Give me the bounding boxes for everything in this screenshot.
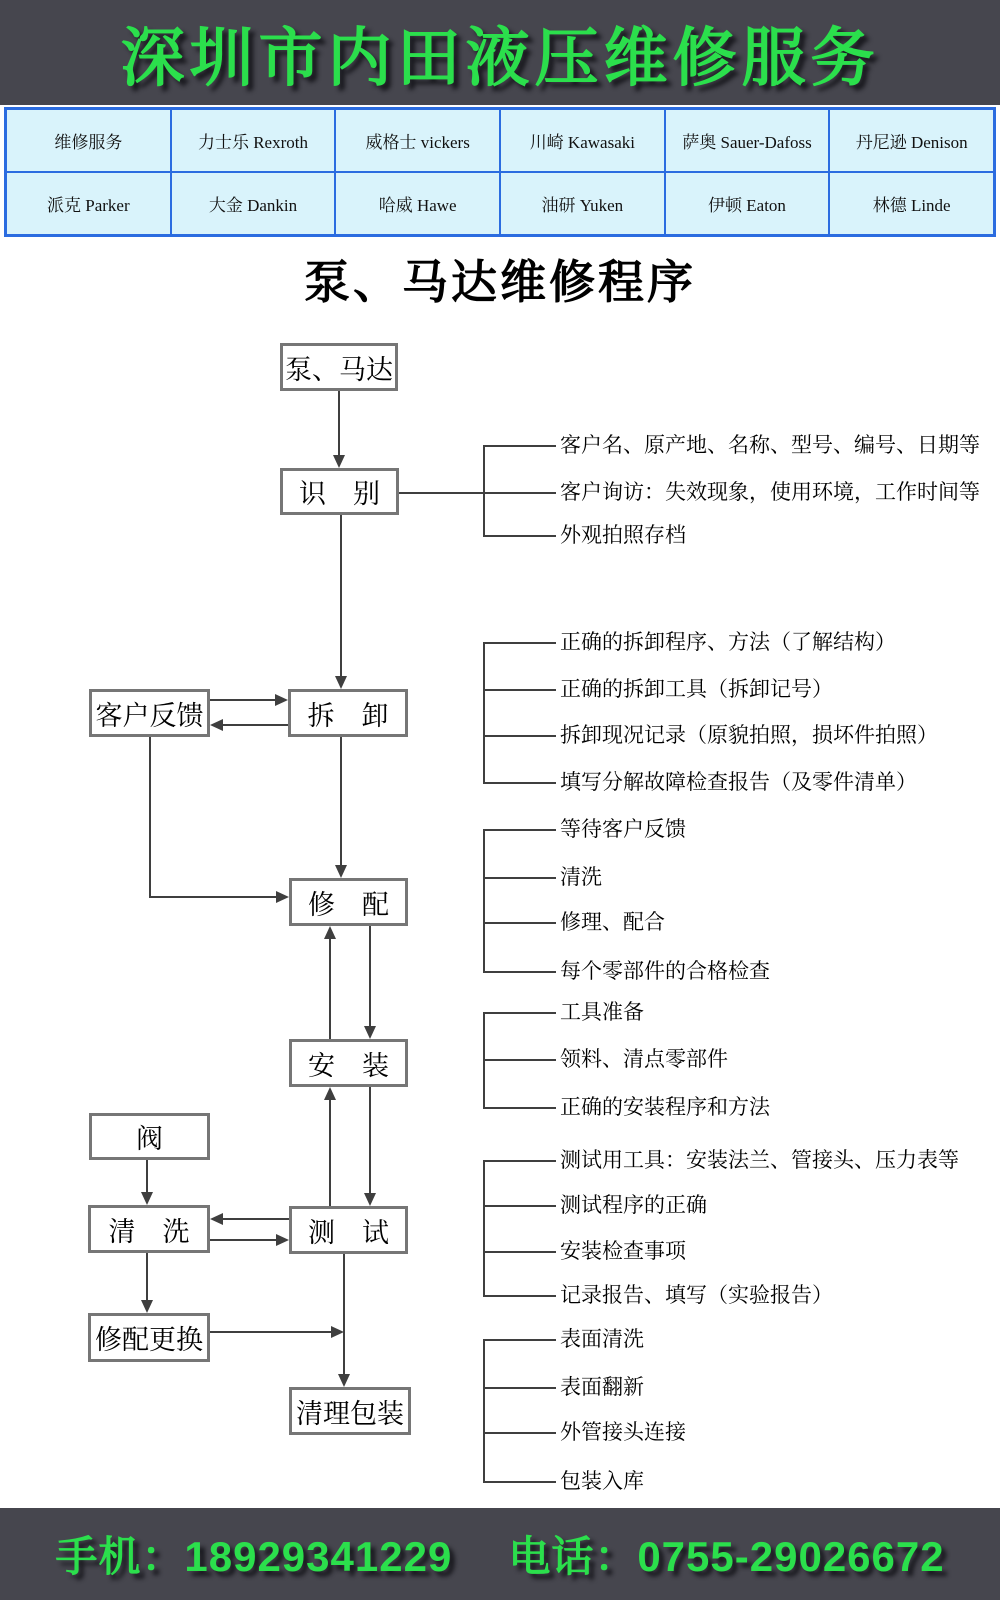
brand-cell: 伊顿 Eaton: [665, 172, 830, 235]
arrowhead-down: [335, 676, 347, 689]
bracket-line: [483, 445, 485, 537]
branch-label: 客户询访：失效现象，使用环境，工作时间等: [560, 481, 980, 504]
branch-label: 客户名、原产地、名称、型号、编号、日期等: [560, 434, 980, 457]
bracket-line: [483, 1339, 485, 1483]
bracket-tick: [484, 1339, 556, 1341]
bracket-tick: [484, 535, 556, 537]
branch-label: 等待客户反馈: [560, 818, 686, 841]
brand-cell: 丹尼逊 Denison: [829, 109, 994, 172]
bracket-tick: [484, 877, 556, 879]
branch-label: 包装入库: [560, 1470, 644, 1493]
bracket-tick: [484, 1205, 556, 1207]
flow-node-clean-pack: 清理包装: [289, 1387, 411, 1435]
arrowhead-up: [324, 1087, 336, 1100]
branch-label: 修理、配合: [560, 911, 665, 934]
connector-line: [222, 724, 288, 726]
branch-label: 表面翻新: [560, 1376, 644, 1399]
arrowhead-down: [335, 865, 347, 878]
brand-cell: 萨奥 Sauer-Dafoss: [665, 109, 830, 172]
flow-node-clean: 清 洗: [88, 1205, 210, 1253]
branch-label: 安装检查事项: [560, 1240, 686, 1263]
branch-label: 每个零部件的合格检查: [560, 960, 770, 983]
phone-number: 电话：0755-29026672: [508, 1533, 945, 1580]
brands-table: [4, 107, 996, 237]
bracket-tick: [484, 1387, 556, 1389]
flow-node-repair-replace: 修配更换: [88, 1313, 210, 1362]
brand-cell: 力士乐 Rexroth: [171, 109, 336, 172]
bracket-tick: [484, 1160, 556, 1162]
diagram-title: 泵、马达维修程序: [304, 256, 696, 308]
flow-node-pump-motor: 泵、马达: [280, 343, 398, 391]
connector-line: [146, 1160, 148, 1193]
connector-line: [210, 1239, 277, 1241]
page-title: 深圳市内田液压维修服务: [120, 21, 880, 94]
bracket-line: [483, 1160, 485, 1297]
connector-line: [369, 1087, 371, 1194]
bracket-tick: [484, 782, 556, 784]
bracket-tick: [484, 689, 556, 691]
bracket-connector: [399, 492, 556, 494]
bracket-tick: [484, 642, 556, 644]
flow-node-test: 测 试: [289, 1206, 408, 1254]
branch-label: 正确的安装程序和方法: [560, 1096, 770, 1119]
connector-line: [329, 938, 331, 1039]
branch-label: 拆卸现况记录（原貌拍照，损坏件拍照）: [560, 724, 938, 747]
flow-node-identify: 识 别: [280, 468, 399, 515]
brand-cell: 林德 Linde: [829, 172, 994, 235]
connector-line: [210, 1331, 332, 1333]
bracket-tick: [484, 735, 556, 737]
branch-label: 工具准备: [560, 1001, 644, 1024]
arrowhead-left: [210, 719, 223, 731]
arrowhead-right: [276, 1234, 289, 1246]
connector-line: [329, 1099, 331, 1206]
brand-cell: 油研 Yuken: [500, 172, 665, 235]
branch-label: 领料、清点零部件: [560, 1048, 728, 1071]
bracket-tick: [484, 1295, 556, 1297]
flow-node-install: 安 装: [289, 1039, 408, 1087]
flow-node-customer-feedback: 客户反馈: [89, 689, 210, 737]
bracket-tick: [484, 445, 556, 447]
flow-node-repair: 修 配: [289, 878, 408, 926]
brand-cell: 川崎 Kawasaki: [500, 109, 665, 172]
bracket-tick: [484, 1059, 556, 1061]
branch-label: 填写分解故障检查报告（及零件清单）: [560, 771, 917, 794]
arrowhead-up: [324, 926, 336, 939]
branch-label: 外观拍照存档: [560, 524, 686, 547]
branch-label: 测试程序的正确: [560, 1194, 707, 1217]
branch-label: 表面清洗: [560, 1328, 644, 1351]
arrowhead-down: [338, 1374, 350, 1387]
branch-label: 清洗: [560, 866, 602, 889]
connector-line: [149, 896, 277, 898]
connector-line: [149, 737, 151, 897]
arrowhead-right: [275, 694, 288, 706]
branch-label: 正确的拆卸程序、方法（了解结构）: [560, 631, 896, 654]
header-band: [0, 0, 1000, 105]
connector-line: [369, 926, 371, 1027]
bracket-tick: [484, 1251, 556, 1253]
connector-line: [340, 737, 342, 866]
arrowhead-down: [141, 1192, 153, 1205]
bracket-tick: [484, 1012, 556, 1014]
flow-node-disassemble: 拆 卸: [288, 689, 408, 737]
connector-line: [338, 391, 340, 456]
arrowhead-down: [333, 455, 345, 468]
mobile-number: 手机：18929341229: [55, 1533, 453, 1580]
arrowhead-down: [141, 1300, 153, 1313]
flow-node-valve: 阀: [89, 1113, 210, 1160]
bracket-tick: [484, 1432, 556, 1434]
branch-label: 测试用工具：安装法兰、管接头、压力表等: [560, 1149, 959, 1172]
arrowhead-right: [276, 891, 289, 903]
arrowhead-left: [210, 1213, 223, 1225]
bracket-tick: [484, 1107, 556, 1109]
bracket-tick: [484, 922, 556, 924]
bracket-tick: [484, 971, 556, 973]
bracket-tick: [484, 1481, 556, 1483]
brand-cell: 威格士 vickers: [335, 109, 500, 172]
branch-label: 正确的拆卸工具（拆卸记号）: [560, 678, 833, 701]
connector-line: [146, 1253, 148, 1301]
connector-line: [210, 699, 278, 701]
bracket-line: [483, 829, 485, 973]
bracket-line: [483, 642, 485, 784]
brand-cell: 维修服务: [6, 109, 171, 172]
brand-cell: 派克 Parker: [6, 172, 171, 235]
connector-line: [340, 515, 342, 677]
connector-line: [222, 1218, 289, 1220]
brand-cell: 哈威 Hawe: [335, 172, 500, 235]
branch-label: 记录报告、填写（实验报告）: [560, 1284, 833, 1307]
footer-band: [0, 1508, 1000, 1600]
branch-label: 外管接头连接: [560, 1421, 686, 1444]
arrowhead-down: [364, 1026, 376, 1039]
connector-line: [343, 1254, 345, 1375]
bracket-tick: [484, 829, 556, 831]
brand-cell: 大金 Dankin: [171, 172, 336, 235]
arrowhead-down: [364, 1193, 376, 1206]
